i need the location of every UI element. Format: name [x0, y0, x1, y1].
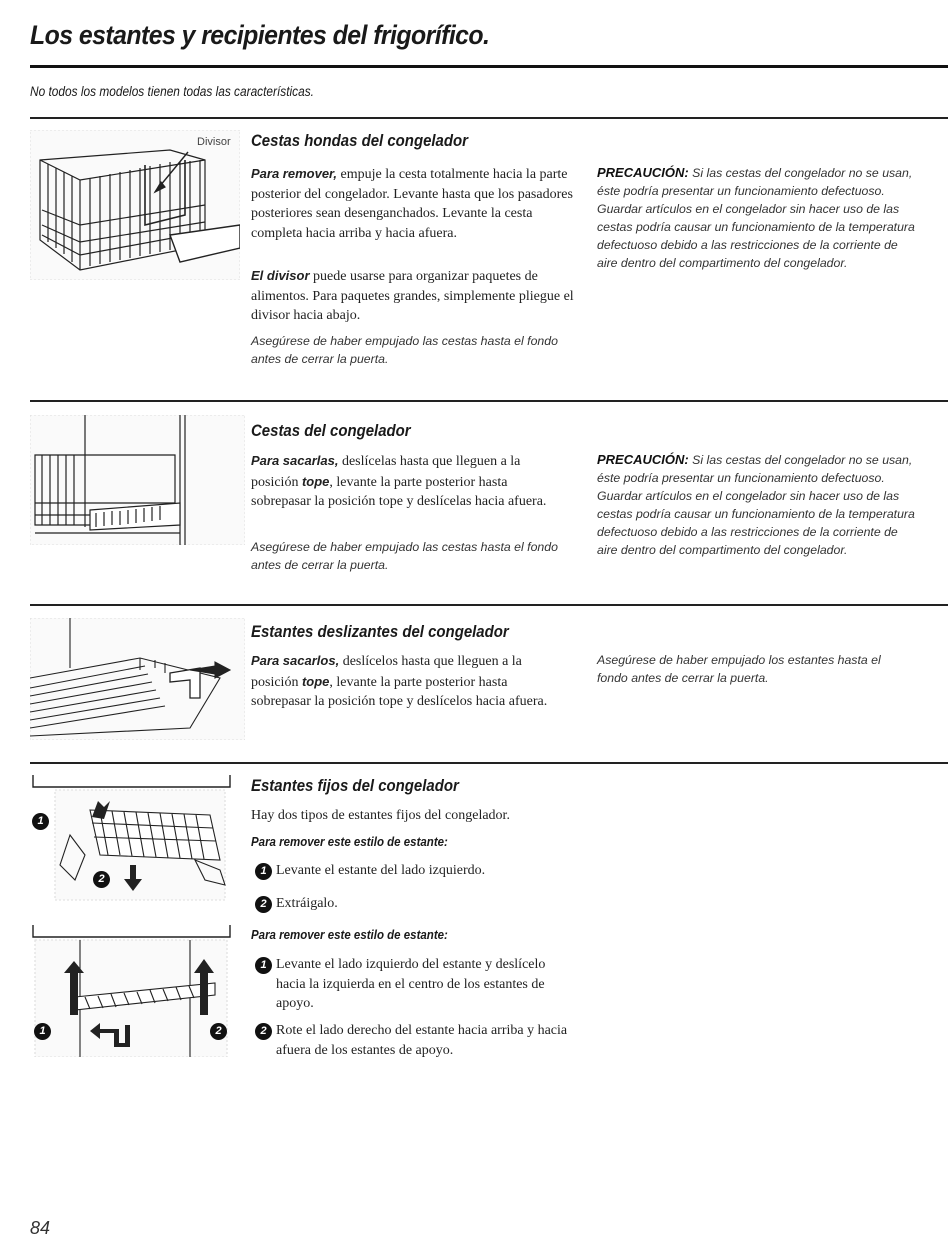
baskets-caution	[597, 451, 917, 559]
style2-step-2	[255, 1021, 575, 1060]
section-divider	[30, 604, 948, 606]
step-number: 2	[255, 896, 272, 913]
sliding-shelf-illustration	[30, 618, 245, 740]
paragraph-lead: Para remover,	[251, 166, 338, 181]
deep-baskets-remove-paragraph	[251, 164, 576, 243]
title-rule	[30, 65, 948, 68]
stop-term: tope	[301, 473, 330, 489]
style1-step-2	[255, 894, 575, 914]
page-subtitle: No todos los modelos tienen todas las características.	[30, 84, 314, 99]
step-text: Extráigalo.	[276, 896, 338, 911]
fixed-shelf-style1-illustration	[30, 775, 235, 905]
section-divider	[30, 117, 948, 119]
paragraph-lead: Para sacarlas,	[251, 453, 339, 468]
paragraph-text: deslícelos hasta que lleguen a la posición	[251, 654, 522, 690]
paragraph-text: puede usarse para organizar paquetes de alimentos. Para paquetes grandes, simplemente pliegue el divisor hacia abajo.	[251, 269, 574, 323]
step-text: Rote el lado derecho del estante hacia arriba y hacia afuera de los estantes de apoyo.	[276, 1023, 568, 1058]
step-number: 2	[255, 1023, 272, 1040]
step-number: 1	[255, 863, 272, 880]
caution-text: Si las cestas del congelador no se usan, éste podría presentar un funcionamiento defectuoso. Guardar artículos en el congelador sin hacer uso de las cestas podría causar un funcionamiento de la temperatura defectuoso debido a las restricciones de la corriente de aire dentro del compartimento del congelador.	[597, 166, 915, 270]
stop-term: tope	[301, 673, 330, 689]
sliding-shelves-remove-paragraph	[251, 651, 566, 712]
caution-label: PRECAUCIÓN:	[597, 452, 689, 467]
paragraph-text: empuje la cesta totalmente hacia la parte posterior del congelador. Levante hasta que los pasadores posteriores sean desenganchados. Levante la cesta completa hacia arriba y hacia afuera.	[251, 167, 573, 241]
baskets-note: Asegúrese de haber empujado las cestas hasta el fondo antes de cerrar la puerta.	[251, 540, 558, 572]
paragraph-lead: Para sacarlos,	[251, 653, 340, 668]
paragraph-lead: El divisor	[251, 268, 310, 283]
style1-step-1	[255, 861, 575, 881]
paragraph-text: , levante la parte posterior hasta sobrepasar la posición tope y deslícelos hacia afuera.	[251, 674, 548, 709]
step-1-marker: 1	[34, 1023, 51, 1040]
section-divider	[30, 762, 948, 764]
page-title: Los estantes y recipientes del frigorífico.	[30, 20, 490, 50]
step-text: Levante el estante del lado izquierdo.	[276, 863, 486, 878]
section-heading-baskets: Cestas del congelador	[251, 421, 411, 440]
step-text: Levante el lado izquierdo del estante y deslícelo hacia la izquierda en el centro de los estantes de apoyo.	[276, 957, 546, 1011]
fixed-shelves-intro: Hay dos tipos de estantes fijos del congelador.	[251, 808, 510, 823]
fixed-shelf-style2-illustration	[30, 925, 235, 1057]
step-number: 1	[255, 957, 272, 974]
page-number: 84	[30, 1218, 51, 1238]
step-2-marker: 2	[210, 1023, 227, 1040]
deep-basket-illustration	[30, 130, 240, 280]
paragraph-text: deslícelas hasta que lleguen a la posición	[251, 454, 521, 490]
deep-baskets-caution	[597, 164, 917, 272]
divider-callout-label: Divisor	[197, 136, 231, 148]
deep-baskets-divider-paragraph	[251, 266, 576, 326]
step-1-marker: 1	[32, 813, 49, 830]
style1-heading: Para remover este estilo de estante:	[251, 835, 448, 849]
sliding-shelves-note: Asegúrese de haber empujado los estantes hasta el fondo antes de cerrar la puerta.	[597, 653, 881, 685]
section-heading-sliding-shelves: Estantes deslizantes del congelador	[251, 622, 509, 641]
caution-label: PRECAUCIÓN:	[597, 165, 689, 180]
paragraph-text: , levante la parte posterior hasta sobrepasar la posición tope y deslícelas hacia afuera.	[251, 474, 547, 509]
step-2-marker: 2	[93, 871, 110, 888]
freezer-basket-illustration	[30, 415, 245, 545]
caution-text: Si las cestas del congelador no se usan, éste podría presentar un funcionamiento defectuoso. Guardar artículos en el congelador sin hacer uso de las cestas podría causar un funcionamiento de la temperatura defectuoso debido a las restricciones de la corriente de aire dentro del compartimento del congelador.	[597, 453, 915, 557]
section-heading-fixed-shelves: Estantes fijos del congelador	[251, 776, 459, 795]
section-heading-deep-baskets: Cestas hondas del congelador	[251, 131, 468, 150]
baskets-remove-paragraph	[251, 451, 566, 512]
deep-baskets-note: Asegúrese de haber empujado las cestas hasta el fondo antes de cerrar la puerta.	[251, 334, 558, 366]
section-divider	[30, 400, 948, 402]
style2-step-1	[255, 955, 575, 1014]
style2-heading: Para remover este estilo de estante:	[251, 928, 448, 942]
